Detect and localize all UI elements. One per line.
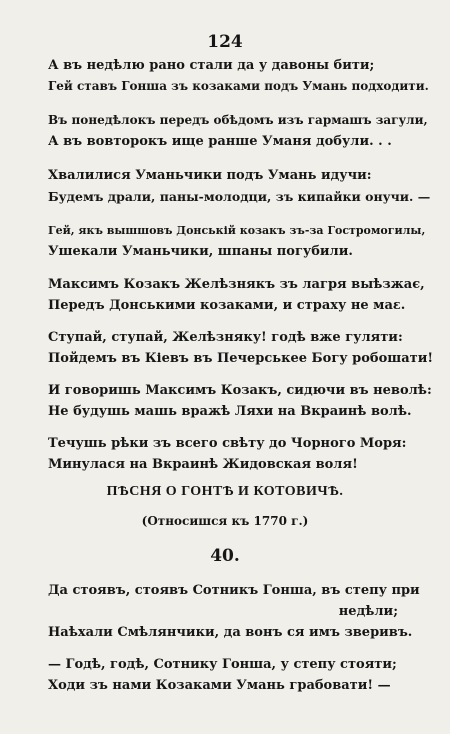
stanza-8 (48, 433, 438, 475)
verse-line: Ходи зъ нами Козаками Умань грабовати! — (48, 678, 391, 693)
stanza-2 (48, 110, 438, 152)
stanza-3 (48, 165, 438, 207)
verse-line-continuation: недѣли; (338, 604, 398, 619)
stanza-6 (48, 327, 438, 369)
verse-line: А въ вовторокъ ище ранше Уманя добули. . . (48, 134, 392, 149)
stanza-5 (48, 274, 438, 316)
verse-line: Гей ставъ Гонша зъ козаками подъ Умань подходити. (48, 79, 429, 93)
stanza-1 (48, 55, 438, 97)
verse-line: А въ недѣлю рано стали да у давоны бити; (48, 58, 375, 73)
verse-line: Наѣхали Смѣлянчики, да вонъ ся имъ зверивъ. (48, 625, 413, 640)
verse-line: Гей, якъ вышшовъ Донській козакъ зъ-за Гостромогилы, (48, 224, 426, 237)
verse-line: — Годѣ, годѣ, Сотнику Гонша, у степу стояти; (48, 657, 397, 672)
stanza-7 (48, 380, 438, 422)
stanza-9 (48, 580, 438, 643)
verse-line: Передъ Донськими козаками, и страху не маε. (48, 298, 406, 313)
song-title: ПѢСНЯ О ГОНТѢ И КОТОВИЧѢ. (106, 484, 344, 499)
verse-line: Течушь рѣки зъ всего свѣту до Чорного Моря: (48, 436, 407, 451)
song-date: (Относишся къ 1770 г.) (141, 514, 309, 528)
page-number: 124 (207, 32, 243, 52)
verse-line: Да стоявъ, стоявъ Сотникъ Гонша, въ степу при (48, 583, 420, 598)
song-number: 40. (210, 546, 240, 566)
verse-line: Минулася на Вкраинѣ Жидовская воля! (48, 457, 358, 472)
verse-line: Ступай, ступай, Желѣзняку! годѣ вже гуляти: (48, 330, 403, 345)
verse-line: Хвалилися Уманьчики подъ Умань идучи: (48, 168, 372, 183)
verse-line: Максимъ Козакъ Желѣзнякъ зъ лагря выѣзжає, (48, 277, 425, 292)
verse-line: Не будушь машь вражѣ Ляхи на Вкраинѣ волѣ. (48, 404, 412, 419)
stanza-4 (48, 220, 438, 262)
verse-line: Будемъ драли, паны-молодци, зъ кипайки онучи. — (48, 189, 431, 204)
verse-line: Пойдемъ въ Кіевъ въ Печерськее Богу робошати! (48, 351, 434, 366)
verse-line: И говоришь Максимъ Козакъ, сидючи въ неволѣ: (48, 383, 432, 398)
verse-line: Въ понедѣлокъ передъ обѣдомъ изъ гармашъ загули, (48, 113, 428, 127)
verse-line: Ушекали Уманьчики, шпаны погубили. (48, 244, 353, 259)
stanza-10 (48, 654, 438, 696)
